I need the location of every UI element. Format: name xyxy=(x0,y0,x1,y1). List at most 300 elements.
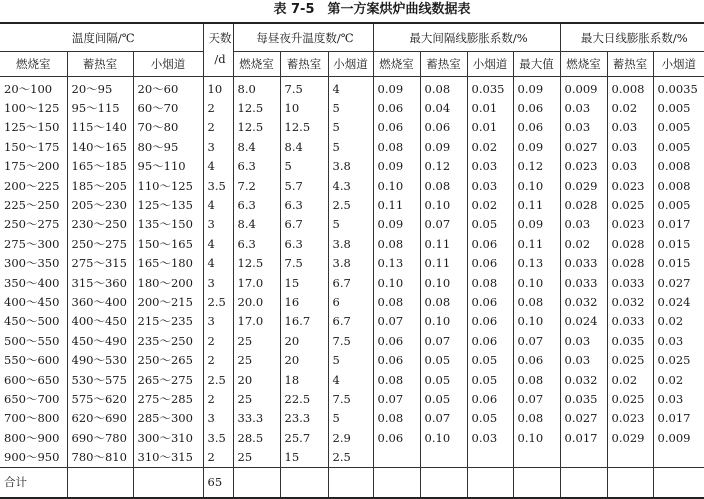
table-cell: 0.06 xyxy=(467,234,513,253)
table-row xyxy=(0,137,704,156)
table-row xyxy=(0,157,704,176)
table-cell: 25 xyxy=(233,389,280,408)
table-cell: 0.028 xyxy=(607,254,653,273)
table-cell: 0.06 xyxy=(467,312,513,331)
table-cell: 0.10 xyxy=(420,428,467,447)
table-cell: 0.06 xyxy=(467,254,513,273)
table-cell: 530～575 xyxy=(67,370,133,389)
table-cell: 5 xyxy=(328,137,373,156)
table-cell: 20 xyxy=(280,350,328,369)
table-cell: 0.02 xyxy=(607,98,653,117)
table-cell: 0.024 xyxy=(560,312,607,331)
table-cell: 0.11 xyxy=(420,254,467,273)
table-cell: 4 xyxy=(203,234,233,253)
table-cell: 250～275 xyxy=(4,217,60,232)
table-cell: 3 xyxy=(203,312,233,331)
table-cell: 310～315 xyxy=(133,447,203,467)
header-daily-rise: 每昼夜升温度数/℃ xyxy=(233,23,373,52)
table-cell: 80～95 xyxy=(133,137,203,156)
table-row xyxy=(0,195,704,214)
table-cell: 0.06 xyxy=(467,292,513,311)
table-cell: 0.06 xyxy=(420,118,467,137)
table-cell: 2 xyxy=(203,389,233,408)
table-cell: 70～80 xyxy=(133,118,203,137)
header-days-bottom: /d xyxy=(214,52,226,66)
table-cell: 115～140 xyxy=(67,118,133,137)
table-cell xyxy=(653,447,704,467)
table-cell: 0.005 xyxy=(653,137,704,156)
table-cell: 0.08 xyxy=(373,370,420,389)
table-cell: 0.03 xyxy=(607,118,653,137)
table-cell: 0.01 xyxy=(467,118,513,137)
table-cell: 6.7 xyxy=(328,273,373,292)
subheader-cell: 燃烧室 xyxy=(373,52,420,77)
table-cell xyxy=(373,467,420,498)
table-cell: 20～95 xyxy=(67,77,133,99)
table-cell: 0.08 xyxy=(373,292,420,311)
table-cell: 33.3 xyxy=(233,409,280,428)
table-cell: 0.02 xyxy=(560,234,607,253)
table-cell xyxy=(607,467,653,498)
table-cell: 0.08 xyxy=(373,409,420,428)
table-cell: 0.05 xyxy=(467,370,513,389)
table-cell: 150～165 xyxy=(133,234,203,253)
table-cell: 0.029 xyxy=(560,176,607,195)
table-cell: 0.08 xyxy=(420,292,467,311)
table-cell: 0.05 xyxy=(467,409,513,428)
table-row xyxy=(0,273,704,292)
table-cell: 0.09 xyxy=(373,77,420,99)
table-cell: 275～315 xyxy=(67,254,133,273)
table-cell xyxy=(233,467,280,498)
table-cell: 185～205 xyxy=(67,176,133,195)
table-cell: 285～300 xyxy=(133,409,203,428)
table-cell: 12.5 xyxy=(280,118,328,137)
table-cell: 0.03 xyxy=(653,389,704,408)
table-cell: 700～800 xyxy=(4,411,60,426)
table-cell: 5 xyxy=(328,409,373,428)
table-cell: 0.028 xyxy=(560,195,607,214)
table-cell: 0.03 xyxy=(560,331,607,350)
furnace-curve-table xyxy=(0,22,704,499)
table-cell: 95～110 xyxy=(133,157,203,176)
table-cell: 2.5 xyxy=(328,195,373,214)
table-cell: 200～215 xyxy=(133,292,203,311)
table-cell: 0.07 xyxy=(373,312,420,331)
table-cell: 3.5 xyxy=(203,428,233,447)
table-cell: 0.027 xyxy=(560,137,607,156)
table-cell: 0.10 xyxy=(513,312,560,331)
table-cell: 12.5 xyxy=(233,118,280,137)
table-cell: 6.7 xyxy=(328,312,373,331)
table-cell: 4 xyxy=(328,77,373,99)
table-cell: 5 xyxy=(280,157,328,176)
table-cell: 0.008 xyxy=(653,176,704,195)
subheader-cell: 燃烧室 xyxy=(560,52,607,77)
table-cell: 0.10 xyxy=(420,312,467,331)
table-cell: 0.017 xyxy=(560,428,607,447)
table-cell: 5 xyxy=(328,118,373,137)
table-row xyxy=(0,254,704,273)
table-cell: 450～490 xyxy=(67,331,133,350)
table-cell: 0.10 xyxy=(513,176,560,195)
table-cell: 4 xyxy=(203,195,233,214)
table-cell: 0.035 xyxy=(467,77,513,99)
table-cell: 0.03 xyxy=(467,157,513,176)
table-cell: 3.8 xyxy=(328,234,373,253)
table-cell: 0.09 xyxy=(513,215,560,234)
table-cell: 0.02 xyxy=(653,312,704,331)
table-cell: 0.025 xyxy=(607,195,653,214)
table-cell: 3 xyxy=(203,273,233,292)
table-cell: 6.3 xyxy=(233,234,280,253)
table-cell: 3.8 xyxy=(328,254,373,273)
table-cell: 10 xyxy=(280,98,328,117)
table-cell: 22.5 xyxy=(280,389,328,408)
table-cell: 0.06 xyxy=(373,350,420,369)
table-row xyxy=(0,370,704,389)
table-cell: 0.11 xyxy=(513,234,560,253)
table-cell: 5 xyxy=(328,215,373,234)
table-row xyxy=(0,98,704,117)
table-cell: 0.028 xyxy=(607,234,653,253)
table-cell: 0.033 xyxy=(607,273,653,292)
table-title: 表 7-5 第一方案烘炉曲线数据表 xyxy=(273,2,471,17)
header-days xyxy=(203,23,233,77)
table-cell: 23.3 xyxy=(280,409,328,428)
table-cell: 8.4 xyxy=(233,137,280,156)
table-cell xyxy=(328,467,373,498)
table-row xyxy=(0,331,704,350)
table-cell: 0.03 xyxy=(560,350,607,369)
table-cell: 60～70 xyxy=(133,98,203,117)
table-cell: 215～235 xyxy=(133,312,203,331)
table-cell: 0.03 xyxy=(607,137,653,156)
table-cell: 300～350 xyxy=(4,256,60,271)
table-cell xyxy=(420,467,467,498)
table-cell: 0.13 xyxy=(513,254,560,273)
table-cell: 165～185 xyxy=(67,157,133,176)
table-cell: 0.023 xyxy=(607,215,653,234)
subheader-cell: 燃烧室 xyxy=(233,52,280,77)
table-cell: 400～450 xyxy=(67,312,133,331)
table-cell: 0.05 xyxy=(420,389,467,408)
table-cell: 16 xyxy=(280,292,328,311)
subheader-cell: 蓄热室 xyxy=(67,52,133,77)
table-cell: 0.025 xyxy=(607,350,653,369)
table-cell: 0.07 xyxy=(513,389,560,408)
table-cell: 0.009 xyxy=(653,428,704,447)
table-cell: 6 xyxy=(328,292,373,311)
table-cell: 0.06 xyxy=(513,98,560,117)
table-row xyxy=(0,234,704,253)
table-cell: 0.09 xyxy=(513,77,560,99)
table-cell: 2 xyxy=(203,350,233,369)
subheader-cell: 蓄热室 xyxy=(607,52,653,77)
table-cell: 4 xyxy=(328,370,373,389)
table-cell: 7.2 xyxy=(233,176,280,195)
table-cell: 0.0035 xyxy=(653,77,704,99)
table-cell: 0.05 xyxy=(467,350,513,369)
table-cell: 165～180 xyxy=(133,254,203,273)
table-row xyxy=(0,447,704,467)
table-cell: 8.0 xyxy=(233,77,280,99)
table-cell: 28.5 xyxy=(233,428,280,447)
table-cell xyxy=(280,467,328,498)
table-cell: 250～265 xyxy=(133,350,203,369)
table-cell: 0.06 xyxy=(467,331,513,350)
table-cell: 0.02 xyxy=(467,137,513,156)
table-row xyxy=(0,118,704,137)
table-cell: 0.008 xyxy=(653,157,704,176)
table-cell: 0.06 xyxy=(513,350,560,369)
table-cell: 0.03 xyxy=(607,157,653,176)
table-cell: 0.07 xyxy=(373,389,420,408)
table-cell: 0.12 xyxy=(513,157,560,176)
table-cell: 0.08 xyxy=(420,176,467,195)
table-cell: 16.7 xyxy=(280,312,328,331)
table-row xyxy=(0,389,704,408)
table-cell: 0.027 xyxy=(560,409,607,428)
total-label: 合计 xyxy=(0,467,67,498)
table-cell: 0.06 xyxy=(467,389,513,408)
subheader-cell: 最大值 xyxy=(513,52,560,77)
table-cell: 15 xyxy=(280,273,328,292)
table-cell: 2 xyxy=(203,331,233,350)
table-cell: 0.032 xyxy=(607,292,653,311)
total-row xyxy=(0,467,704,498)
table-row xyxy=(0,428,704,447)
table-cell: 0.10 xyxy=(420,195,467,214)
table-cell: 2 xyxy=(203,447,233,467)
table-cell: 0.02 xyxy=(467,195,513,214)
table-cell: 0.05 xyxy=(420,350,467,369)
table-cell: 0.023 xyxy=(607,409,653,428)
table-cell: 12.5 xyxy=(233,254,280,273)
table-cell: 2.9 xyxy=(328,428,373,447)
table-cell xyxy=(653,467,704,498)
table-cell: 95～115 xyxy=(67,98,133,117)
table-cell: 620～690 xyxy=(67,409,133,428)
table-cell: 135～150 xyxy=(133,215,203,234)
table-cell: 12.5 xyxy=(233,98,280,117)
table-cell: 690～780 xyxy=(67,428,133,447)
table-cell: 225～250 xyxy=(4,198,60,213)
table-cell: 0.09 xyxy=(513,137,560,156)
table-cell: 350～400 xyxy=(4,275,60,290)
table-cell: 0.005 xyxy=(653,195,704,214)
table-cell: 3 xyxy=(203,215,233,234)
table-cell xyxy=(467,467,513,498)
table-cell: 0.03 xyxy=(560,215,607,234)
table-cell: 550～600 xyxy=(4,353,60,368)
table-cell: 0.06 xyxy=(373,98,420,117)
table-cell: 0.04 xyxy=(420,98,467,117)
table-cell: 0.033 xyxy=(560,273,607,292)
table-cell: 650～700 xyxy=(4,391,60,406)
table-cell: 600～650 xyxy=(4,372,60,387)
table-cell: 0.08 xyxy=(513,409,560,428)
table-cell: 8.4 xyxy=(233,215,280,234)
table-row xyxy=(0,77,704,99)
table-cell: 0.035 xyxy=(607,331,653,350)
table-cell: 0.08 xyxy=(420,77,467,99)
subheader-cell: 燃烧室 xyxy=(16,57,51,71)
table-cell xyxy=(607,447,653,467)
table-cell: 0.06 xyxy=(373,118,420,137)
table-cell xyxy=(513,467,560,498)
table-cell: 250～275 xyxy=(67,234,133,253)
table-cell: 900～950 xyxy=(4,450,60,465)
header-interval-expansion: 最大间隔线膨胀系数/% xyxy=(373,23,560,52)
table-cell: 5 xyxy=(328,350,373,369)
table-cell: 0.015 xyxy=(653,234,704,253)
table-cell xyxy=(560,447,607,467)
table-cell: 0.024 xyxy=(653,292,704,311)
table-cell: 315～360 xyxy=(67,273,133,292)
table-cell: 0.03 xyxy=(467,428,513,447)
table-cell: 0.05 xyxy=(467,215,513,234)
table-cell: 0.07 xyxy=(420,409,467,428)
table-cell: 5 xyxy=(328,98,373,117)
table-cell: 20 xyxy=(280,331,328,350)
table-cell: 275～285 xyxy=(133,389,203,408)
table-cell: 25 xyxy=(233,331,280,350)
table-cell: 0.032 xyxy=(560,370,607,389)
table-cell: 0.05 xyxy=(420,370,467,389)
table-row xyxy=(0,409,704,428)
subheader-cell: 小烟道 xyxy=(133,52,203,77)
table-cell: 0.09 xyxy=(420,137,467,156)
table-cell: 0.12 xyxy=(420,157,467,176)
table-cell: 0.06 xyxy=(373,331,420,350)
table-cell: 0.017 xyxy=(653,409,704,428)
table-cell: 0.03 xyxy=(560,118,607,137)
table-cell: 6.7 xyxy=(280,215,328,234)
table-cell: 0.03 xyxy=(560,98,607,117)
table-cell: 100～125 xyxy=(4,101,60,116)
table-cell: 0.13 xyxy=(373,254,420,273)
table-cell xyxy=(467,447,513,467)
table-cell: 8.4 xyxy=(280,137,328,156)
table-cell: 0.02 xyxy=(607,370,653,389)
table-cell: 140～165 xyxy=(67,137,133,156)
header-daily-expansion: 最大日线膨胀系数/% xyxy=(560,23,704,52)
table-cell: 15 xyxy=(280,447,328,467)
table-cell: 0.023 xyxy=(607,176,653,195)
table-cell: 0.009 xyxy=(560,77,607,99)
table-cell: 25 xyxy=(233,350,280,369)
table-cell: 7.5 xyxy=(280,77,328,99)
table-cell: 450～500 xyxy=(4,314,60,329)
table-cell: 125～150 xyxy=(4,120,60,135)
subheader-cell: 蓄热室 xyxy=(280,52,328,77)
table-cell: 7.5 xyxy=(328,389,373,408)
table-cell: 7.5 xyxy=(280,254,328,273)
table-cell: 0.03 xyxy=(467,176,513,195)
table-row xyxy=(0,292,704,311)
table-cell: 4 xyxy=(203,157,233,176)
table-cell: 0.025 xyxy=(607,389,653,408)
table-cell: 0.08 xyxy=(513,292,560,311)
table-cell: 300～310 xyxy=(133,428,203,447)
table-cell: 0.02 xyxy=(653,370,704,389)
table-cell: 17.0 xyxy=(233,312,280,331)
table-cell xyxy=(133,467,203,498)
table-cell: 4.3 xyxy=(328,176,373,195)
table-cell: 2.5 xyxy=(203,292,233,311)
table-cell: 10 xyxy=(203,77,233,99)
table-cell: 180～200 xyxy=(133,273,203,292)
table-cell: 0.11 xyxy=(373,195,420,214)
table-cell: 0.005 xyxy=(653,118,704,137)
subheader-cell: 小烟道 xyxy=(328,52,373,77)
table-cell: 500～550 xyxy=(4,333,60,348)
table-cell: 0.033 xyxy=(607,312,653,331)
table-cell: 0.008 xyxy=(607,77,653,99)
table-cell: 0.027 xyxy=(653,273,704,292)
table-cell: 5.7 xyxy=(280,176,328,195)
subheader-cell: 蓄热室 xyxy=(420,52,467,77)
table-cell: 265～275 xyxy=(133,370,203,389)
table-cell: 150～175 xyxy=(4,139,60,154)
table-cell: 6.3 xyxy=(280,195,328,214)
table-cell xyxy=(373,447,420,467)
table-cell: 20～60 xyxy=(133,77,203,99)
table-cell: 0.06 xyxy=(513,118,560,137)
table-cell: 0.08 xyxy=(373,137,420,156)
table-cell: 0.09 xyxy=(373,157,420,176)
table-cell: 20～100 xyxy=(0,77,67,99)
total-days: 65 xyxy=(203,467,233,498)
table-cell: 6.3 xyxy=(233,195,280,214)
table-cell: 0.03 xyxy=(653,331,704,350)
table-cell: 20.0 xyxy=(233,292,280,311)
header-temp-interval: 温度间隔/℃ xyxy=(0,23,203,52)
table-cell: 0.017 xyxy=(653,215,704,234)
table-cell: 0.07 xyxy=(420,331,467,350)
table-cell: 0.08 xyxy=(467,273,513,292)
table-cell: 0.10 xyxy=(513,273,560,292)
table-cell xyxy=(513,447,560,467)
table-cell: 0.005 xyxy=(653,98,704,117)
table-cell: 0.029 xyxy=(607,428,653,447)
table-cell: 0.11 xyxy=(420,234,467,253)
table-cell: 0.015 xyxy=(653,254,704,273)
table-cell: 0.10 xyxy=(513,428,560,447)
table-cell: 0.07 xyxy=(420,215,467,234)
table-cell: 3 xyxy=(203,137,233,156)
table-cell: 0.032 xyxy=(560,292,607,311)
table-cell: 25 xyxy=(233,447,280,467)
table-cell: 110～125 xyxy=(133,176,203,195)
table-cell: 0.01 xyxy=(467,98,513,117)
table-cell: 20 xyxy=(233,370,280,389)
table-cell: 4 xyxy=(203,254,233,273)
table-cell: 0.033 xyxy=(560,254,607,273)
table-cell: 3.8 xyxy=(328,157,373,176)
table-cell: 0.10 xyxy=(373,176,420,195)
table-row xyxy=(0,176,704,195)
table-cell: 2 xyxy=(203,98,233,117)
table-cell: 175～200 xyxy=(4,159,60,174)
table-cell: 3.5 xyxy=(203,176,233,195)
table-cell: 0.11 xyxy=(513,195,560,214)
subheader-cell: 小烟道 xyxy=(467,52,513,77)
table-row xyxy=(0,350,704,369)
table-cell: 0.07 xyxy=(513,331,560,350)
table-cell: 0.06 xyxy=(373,428,420,447)
